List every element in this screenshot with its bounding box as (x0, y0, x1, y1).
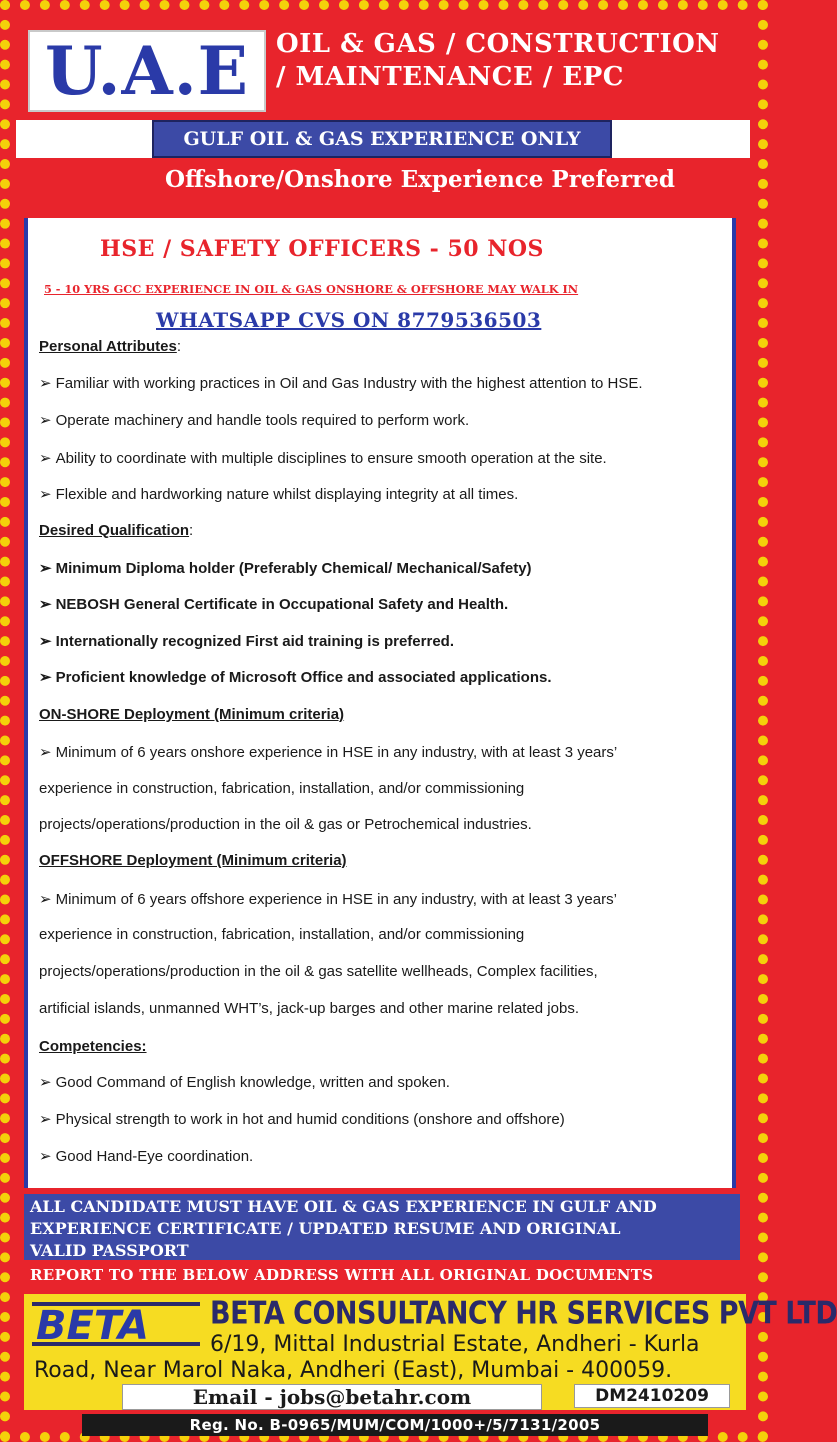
list-item: ➢ Physical strength to work in hot and humid conditions (onshore and offshore) (39, 1111, 565, 1128)
arrow-icon: ➢ (39, 669, 52, 686)
logo-text: BETA (36, 1303, 149, 1349)
arrow-icon: ➢ (39, 450, 52, 467)
list-item: ➢ Operate machinery and handle tools required to perform work. (39, 412, 470, 429)
job-title: HSE / SAFETY OFFICERS - 50 NOS (100, 236, 544, 262)
arrow-icon: ➢ (39, 1148, 52, 1165)
text-line: projects/operations/production in the oil & gas satellite wellheads, Complex facilities, (39, 963, 598, 980)
list-item: ➢ Internationally recognized First aid training is preferred. (39, 633, 454, 650)
arrow-icon: ➢ (39, 375, 52, 392)
email: Email - jobs@betahr.com (122, 1384, 542, 1410)
qualification-heading: Desired Qualification (39, 522, 190, 539)
preferred-banner: Offshore/Onshore Experience Preferred (165, 166, 675, 193)
offshore-heading: OFFSHORE Deployment (Minimum criteria) (39, 852, 347, 869)
arrow-icon: ➢ (39, 1074, 52, 1091)
address-line-2: Road, Near Marol Naka, Andheri (East), Mumbai - 400059. (34, 1358, 673, 1383)
list-item: ➢ Minimum of 6 years onshore experience in HSE in any industry, with at least 3 years’ (39, 744, 618, 761)
headline (276, 28, 746, 94)
uae-title: U.A.E (45, 32, 249, 110)
note-line-3: VALID PASSPORT (30, 1241, 189, 1260)
headline-line-1: OIL & GAS / CONSTRUCTION (276, 29, 720, 59)
text-line: experience in construction, fabrication, installation, and/or commissioning (39, 926, 525, 943)
registration-number: Reg. No. B-0965/MUM/COM/1000+/5/7131/2005 (82, 1414, 708, 1436)
arrow-icon: ➢ (39, 486, 52, 503)
list-item: ➢ NEBOSH General Certificate in Occupational Safety and Health. (39, 596, 509, 613)
personal-head-row: Personal Attributes: (39, 338, 181, 355)
onshore-heading: ON-SHORE Deployment (Minimum criteria) (39, 706, 345, 723)
beta-logo (32, 1298, 200, 1348)
arrow-icon: ➢ (39, 1111, 52, 1128)
arrow-icon: ➢ (39, 744, 52, 761)
gulf-experience-banner: GULF OIL & GAS EXPERIENCE ONLY (152, 120, 612, 158)
text-line: artificial islands, unmanned WHT’s, jack-up barges and other marine related jobs. (39, 1000, 579, 1017)
note-line-1: ALL CANDIDATE MUST HAVE OIL & GAS EXPERIENCE IN GULF AND (30, 1197, 657, 1216)
list-item: ➢ Flexible and hardworking nature whilst displaying integrity at all times. (39, 486, 519, 503)
list-item: ➢ Familiar with working practices in Oil and Gas Industry with the highest attention to HSE. (39, 375, 643, 392)
text-line: projects/operations/production in the oil & gas or Petrochemical industries. (39, 816, 532, 833)
report-line: REPORT TO THE BELOW ADDRESS WITH ALL ORIGINAL DOCUMENTS (30, 1266, 654, 1284)
arrow-icon: ➢ (39, 891, 52, 908)
personal-attributes-heading: Personal Attributes (39, 338, 177, 355)
competencies-heading: Competencies: (39, 1038, 147, 1055)
list-item: ➢ Good Hand-Eye coordination. (39, 1148, 254, 1165)
list-item: ➢ Proficient knowledge of Microsoft Office and associated applications. (39, 669, 552, 686)
arrow-icon: ➢ (39, 412, 52, 429)
headline-line-2: / MAINTENANCE / EPC (276, 62, 624, 92)
dm-code: DM2410209 (574, 1384, 730, 1408)
arrow-icon: ➢ (39, 633, 52, 650)
note-line-2: EXPERIENCE CERTIFICATE / UPDATED RESUME AND ORIGINAL (30, 1219, 621, 1238)
uae-box (28, 30, 266, 112)
whatsapp-line: WHATSAPP CVS ON 8779536503 (156, 308, 542, 332)
arrow-icon: ➢ (39, 596, 52, 613)
qual-head-row: Desired Qualification: (39, 522, 194, 539)
list-item: ➢ Minimum of 6 years offshore experience in HSE in any industry, with at least 3 years’ (39, 891, 617, 908)
arrow-icon: ➢ (39, 560, 52, 577)
candidate-note (24, 1194, 740, 1260)
experience-line: 5 - 10 YRS GCC EXPERIENCE IN OIL & GAS ONSHORE & OFFSHORE MAY WALK IN (44, 282, 579, 296)
text-line: experience in construction, fabrication, installation, and/or commissioning (39, 780, 525, 797)
list-item: ➢ Ability to coordinate with multiple disciplines to ensure smooth operation at the site. (39, 450, 607, 467)
list-item: ➢ Good Command of English knowledge, written and spoken. (39, 1074, 450, 1091)
company-name: BETA CONSULTANCY HR SERVICES PVT LTD (210, 1296, 837, 1332)
address-line-1: 6/19, Mittal Industrial Estate, Andheri - Kurla (210, 1332, 700, 1357)
list-item: ➢ Minimum Diploma holder (Preferably Chemical/ Mechanical/Safety) (39, 560, 532, 577)
